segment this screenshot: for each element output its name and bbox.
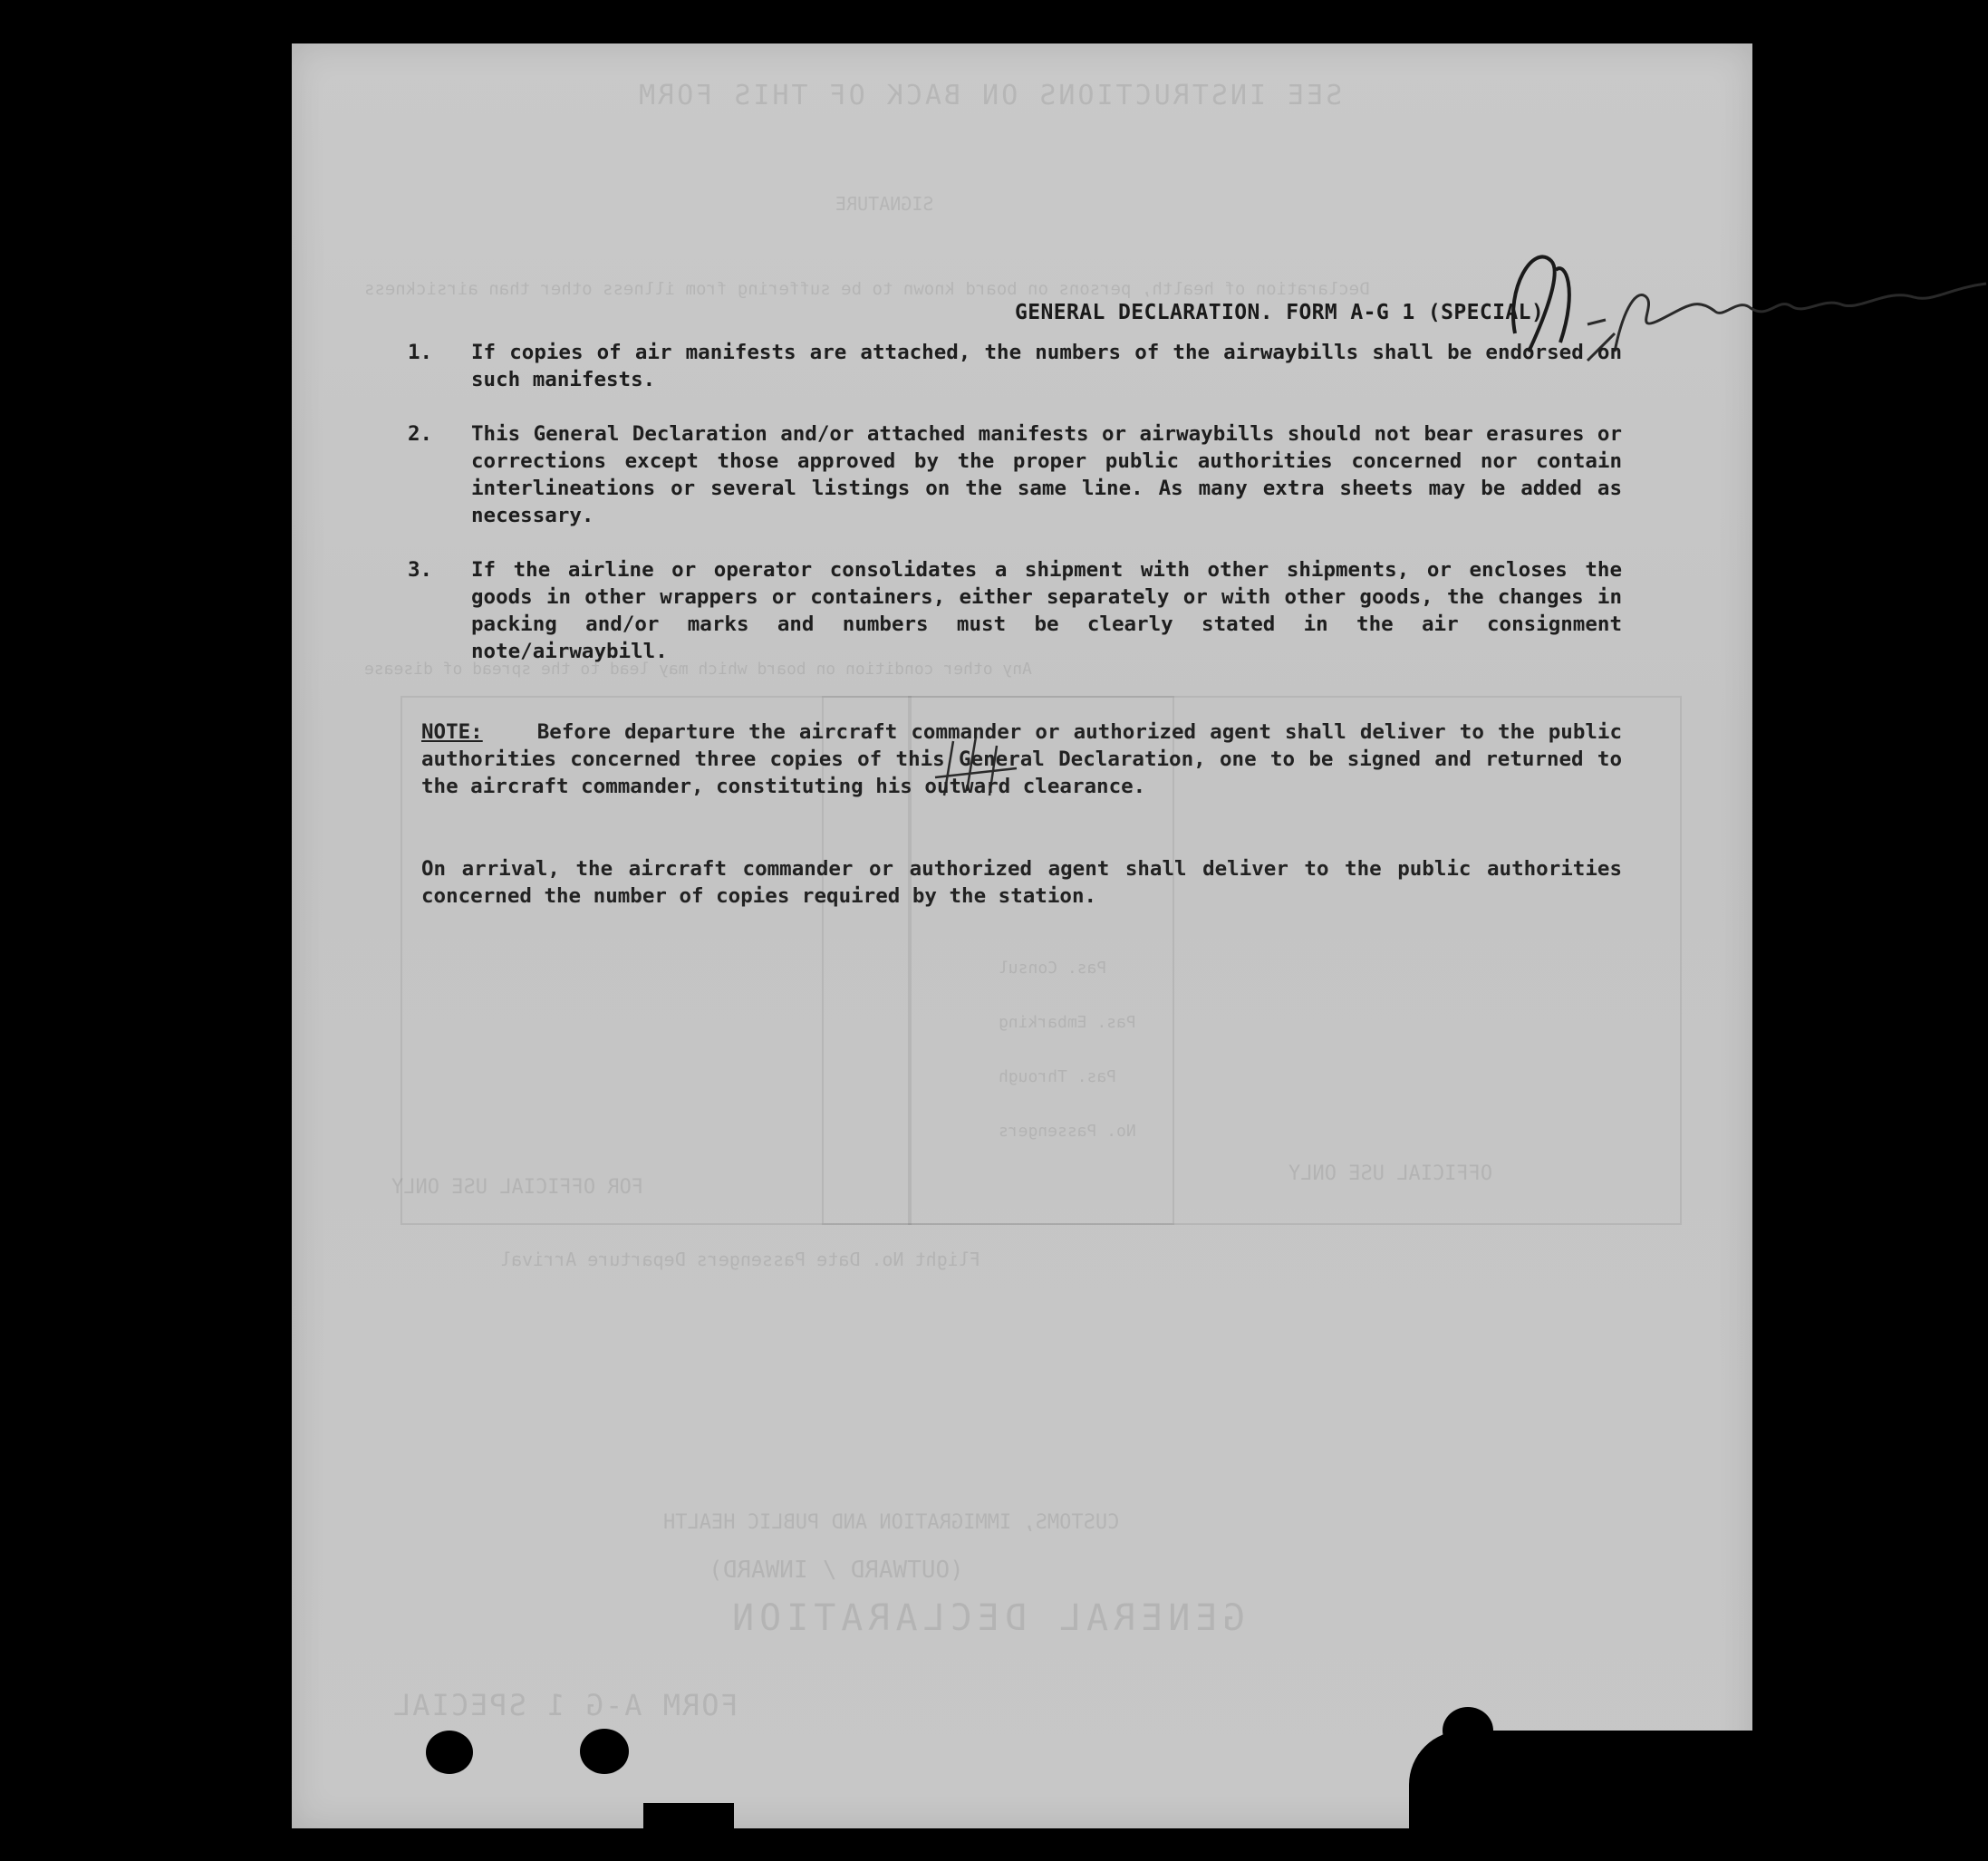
bleed-through-line: GENERAL DECLARATION [727,1597,1245,1639]
bleed-through-heading: SEE INSTRUCTIONS ON BACK OF THIS FORM [636,80,1343,111]
item-number: 3. [408,558,433,582]
punch-hole [426,1731,473,1774]
bleed-through-line: Pas. Consul [999,959,1107,978]
bleed-through-line: OFFICIAL USE ONLY [1288,1162,1493,1185]
note-text: Before departure the aircraft commander or authorized agent shall deliver to the public authorities concerned three copies of this General Declaration, one to be signed and returned to the aircraft commander, constituting his outward clearance. [421,720,1622,798]
item-text: If copies of air manifests are attached, the numbers of the airwaybills shall be endorsed on such manifests. [471,341,1622,391]
arrival-paragraph: On arrival, the aircraft commander or authorized agent shall deliver to the public authorities concerned the number of copies required by the station. [421,857,1622,908]
paper-sheet [292,43,1752,1828]
item-number: 2. [408,422,433,446]
item-text: This General Declaration and/or attached manifests or airwaybills should not bear erasures or corrections except those approved by the proper public authorities concerned nor contain interlineations or several listings on the same line. As many extra sheets may be added as necessary. [471,422,1622,527]
punch-hole [580,1729,629,1774]
note-paragraph [421,718,1622,800]
bleed-through-line: No. Passengers [999,1122,1136,1141]
item-number: 1. [408,341,433,364]
bleed-through-line: Pas. Through [999,1067,1117,1086]
note-label: NOTE: [421,720,483,744]
torn-edge [1409,1731,1753,1830]
bleed-through-line: SIGNATURE [835,193,934,215]
document-title: GENERAL DECLARATION. FORM A-G 1 (SPECIAL) [1015,301,1545,324]
item-text: If the airline or operator consolidates a shipment with other shipments, or encloses the goods in other wrappers or containers, either separately or with other goods, the changes in packing and/or marks and numbers must be clearly stated in the air consignment note/airwaybill. [471,558,1622,663]
bleed-through-line: Pas. Embarking [999,1013,1136,1032]
torn-edge [643,1803,734,1839]
bleed-through-line: (OUTWARD / INWARD) [709,1557,964,1584]
bleed-through-line: CUSTOMS, IMMIGRATION AND PUBLIC HEALTH [663,1511,1120,1534]
bleed-through-line: FORM A-G 1 SPECIAL [391,1688,738,1722]
bleed-through-line: FOR OFFICIAL USE ONLY [391,1176,644,1199]
bleed-through-line: Declaration of health, persons on board known to be suffering from illness other than airsickness [364,279,1370,299]
bleed-through-line: Any other condition on board which may lead to the spread of disease [364,660,1032,679]
bleed-through-line: Flight No. Date Passengers Departure Arrival [500,1249,980,1270]
